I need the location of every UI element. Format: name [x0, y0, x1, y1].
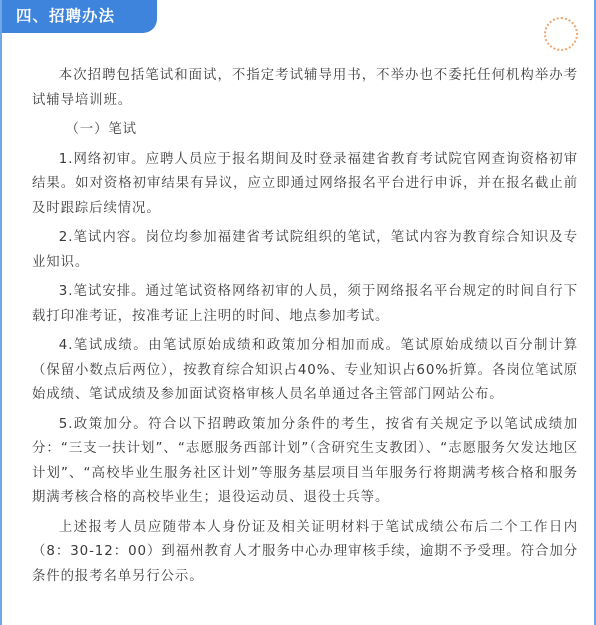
exam-score-paragraph: 4.笔试成绩。由笔试原始成绩和政策加分相加而成。笔试原始成绩以百分制计算（保留小数点后两位），按教育综合知识占40%、专业知识占60%折算。各岗位笔试原始成绩、笔试成绩及参加面试资格审核人员名单通过各主管部门网站公布。: [32, 338, 578, 402]
policy-bonus-paragraph: 5.政策加分。符合以下招聘政策加分条件的考生，按省有关规定予以笔试成绩加分：“三支一扶计划”、“志愿服务西部计划”（含研究生支教团）、“志愿服务欠发达地区计划”、“高校毕业生服务社区计划”等服务基层项目当年服务行将期满考核合格和服务期满考核合格的高校毕业生；退役运动员、退役士兵等。: [32, 416, 578, 505]
exam-content-paragraph: 2.笔试内容。岗位均参加福建省考试院组织的笔试，笔试内容为教育综合知识及专业知识。: [32, 230, 578, 270]
dotted-circle-decoration: [544, 17, 578, 51]
exam-arrangement-paragraph: 3.笔试安排。通过笔试资格网络初审的人员，须于网络报名平台规定的时间自行下载打印准考证，按准考证上注明的时间、地点参加考试。: [32, 284, 578, 324]
verification-paragraph: 上述报考人员应随带本人身份证及相关证明材料于笔试成绩公布后二个工作日内（8：30-12：00）到福州教育人才服务中心办理审核手续，逾期不予受理。符合加分条件的报考名单另行公示。: [32, 519, 578, 584]
section-title: 四、招聘办法: [2, 0, 157, 33]
online-review-paragraph: 1.网络初审。应聘人员应于报名期间及时登录福建省教育考试院官网查询资格初审结果。如对资格初审结果有异议，应立即通过网络报名平台进行申诉，并在报名截止前及时跟踪后续情况。: [32, 151, 578, 216]
article-body: [32, 64, 578, 594]
intro-paragraph: 本次招聘包括笔试和面试，不指定考试辅导用书，不举办也不委托任何机构举办考试辅导培训班。: [32, 68, 578, 108]
written-exam-heading: （一）笔试: [65, 122, 137, 137]
